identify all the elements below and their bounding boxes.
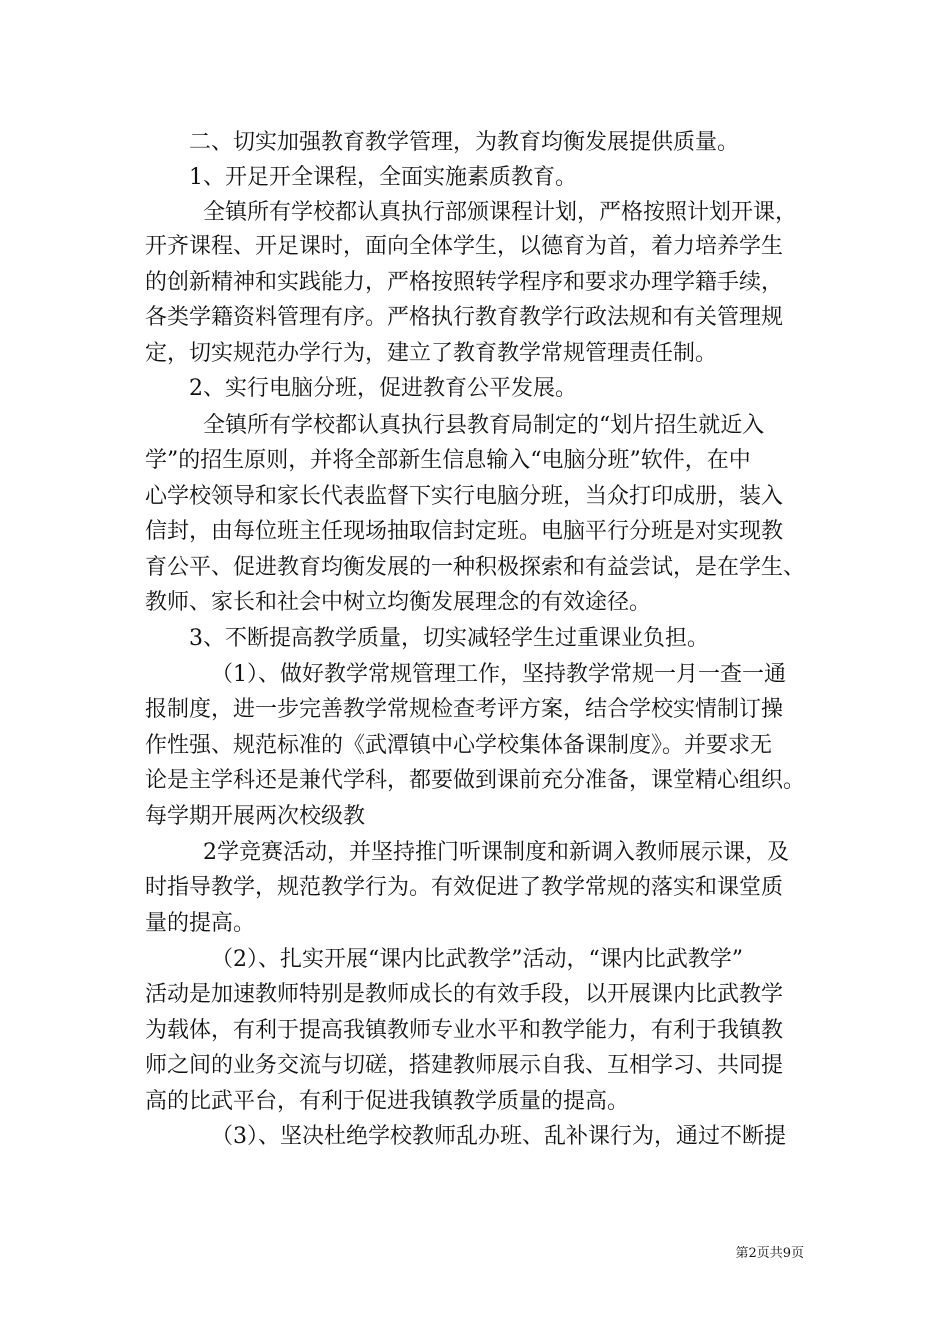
text-line: 二、切实加强教育教学管理，为教育均衡发展提供质量。 [189, 130, 740, 155]
text-line: 量的提高。 [145, 911, 256, 936]
text-line: 信封，由每位班主任现场抽取信封定班。电脑平行分班是对实现教 [145, 519, 784, 544]
page-number: 第2页共9页 [735, 1246, 804, 1261]
text-line: 心学校领导和家长代表监督下实行电脑分班，当众打印成册，装入 [145, 484, 784, 509]
text-line: 3、不断提高教学质量，切实减轻学生过重课业负担。 [189, 626, 709, 651]
text-line: 论是主学科还是兼代学科，都要做到课前充分准备，课堂精心组织。 [145, 768, 806, 793]
text-line: 2学竞赛活动，并坚持推门听课制度和新调入教师展示课，及 [203, 840, 789, 865]
text-line: 每学期开展两次校级教 [145, 804, 366, 829]
text-line: 教师、家长和社会中树立均衡发展理念的有效途径。 [145, 590, 652, 615]
text-line: 开齐课程、开足课时，面向全体学生，以德育为首，着力培养学生 [145, 234, 784, 259]
text-line: 全镇所有学校都认真执行部颁课程计划，严格按照计划开课， [203, 200, 798, 225]
text-line: 1、开足开全课程，全面实施素质教育。 [189, 165, 577, 190]
text-line: 全镇所有学校都认真执行县教育局制定的“划片招生就近入 [203, 413, 765, 438]
text-line: 学”的招生原则，并将全部新生信息输入“电脑分班”软件，在中 [145, 448, 751, 473]
text-line: （2）、扎实开展“课内比武教学”活动，“课内比武教学” [211, 947, 743, 972]
text-line: 各类学籍资料管理有序。严格执行教育教学行政法规和有关管理规 [145, 305, 784, 330]
text-line: 的创新精神和实践能力，严格按照转学程序和要求办理学籍手续， [145, 270, 784, 295]
text-line: 作性强、规范标准的《武潭镇中心学校集体备课制度》。并要求无 [145, 733, 773, 758]
text-line: 活动是加速教师特别是教师成长的有效手段，以开展课内比武教学 [145, 982, 784, 1007]
text-line: 报制度，进一步完善教学常规检查考评方案，结合学校实情制订操 [145, 697, 784, 722]
text-line: 育公平、促进教育均衡发展的一种积极探索和有益尝试，是在学生、 [145, 555, 806, 580]
text-line: （3）、坚决杜绝学校教师乱办班、乱补课行为，通过不断提 [211, 1124, 786, 1149]
text-line: 高的比武平台，有利于促进我镇教学质量的提高。 [145, 1089, 630, 1114]
text-line: （1）、做好教学常规管理工作，坚持教学常规一月一查一通 [211, 662, 786, 687]
text-line: 时指导教学，规范教学行为。有效促进了教学常规的落实和课堂质 [145, 875, 784, 900]
text-line: 定，切实规范办学行为，建立了教育教学常规管理责任制。 [145, 341, 718, 366]
text-line: 为载体，有利于提高我镇教师专业水平和教学能力，有利于我镇教 [145, 1018, 784, 1043]
text-line: 师之间的业务交流与切磋，搭建教师展示自我、互相学习、共同提 [145, 1053, 784, 1078]
text-line: 2、实行电脑分班，促进教育公平发展。 [189, 376, 577, 401]
